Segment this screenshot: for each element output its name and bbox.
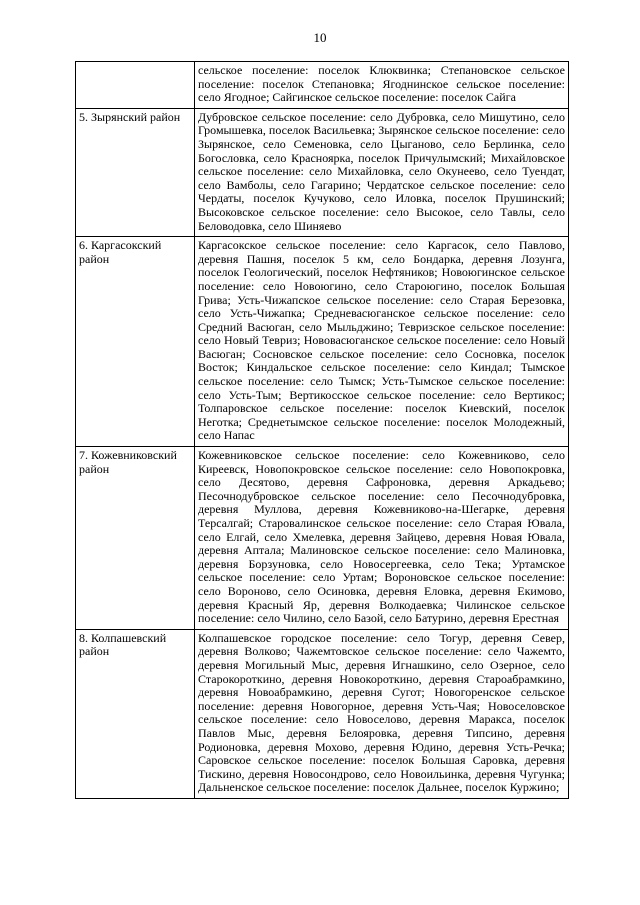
settlements-cell: сельское поселение: поселок Клюквинка; Степановское сельское поселение: поселок Степановка; Ягоднинское сельское поселение: село Ягодное; Сайгинское сельское поселение: поселок Сайга [195, 62, 569, 109]
settlements-cell: Колпашевское городское поселение: село Тогур, деревня Север, деревня Волково; Чажемтовское сельское поселение: село Чажемто, деревня Могильный Мыс, деревня Игнашкино, село Озерное, село Старокороткино, деревня Новокороткино, деревня Староабрамкино, деревня Новоабрамкино, деревня Сугот; Новогоренское сельское поселение: деревня Новогорное, деревня Усть-Чая; Новоселовское сельское поселение: село Новоселово, деревня Маракса, поселок Павлов Мыс, деревня Белояровка, деревня Типсино, деревня Родионовка, деревня Мохово, деревня Юдино, деревня Усть-Речка; Саровское сельское поселение: поселок Большая Саровка, деревня Тискино, деревня Новосондрово, село Новоильинка, деревня Чугунка; Дальненское сельское поселение: поселок Дальнее, поселок Куржино; [195, 629, 569, 798]
district-cell: 6. Каргасокский район [76, 237, 195, 447]
district-cell: 8. Колпашевский район [76, 629, 195, 798]
settlements-cell: Дубровское сельское поселение: село Дубровка, село Мишутино, село Громышевка, поселок Васильевка; Зырянское сельское поселение: село Зырянское, село Семеновка, село Цыганово, село Берлинка, село Богословка, село Красноярка, поселок Причулымский; Михайловское сельское поселение: село Михайловка, село Окунеево, село Туендат, село Вамболы, село Гагарино; Чердатское сельское поселение: село Чердаты, поселок Кучуково, село Иловка, поселок Прушинский; Высоковское сельское поселение: село Высокое, село Тавлы, село Беловодовка, село Шиняево [195, 108, 569, 236]
district-cell: 7. Кожевниковский район [76, 447, 195, 630]
page-number: 10 [313, 30, 327, 45]
settlements-cell: Каргасокское сельское поселение: село Каргасок, село Павлово, деревня Пашня, поселок 5 км, село Бондарка, деревня Лозунга, поселок Геологический, поселок Нефтяников; Новоюгинское сельское поселение: село Новоюгино, село Староюгино, поселок Большая Грива; Усть-Чижапское сельское поселение: село Старая Березовка, село Усть-Чижапка; Средневасюганское сельское поселение: село Средний Васюган, село Мыльджино; Тевризское сельское поселение: село Новый Тевриз; Нововасюганское сельское поселение: село Новый Васюган; Сосновское сельское поселение: село Сосновка, поселок Восток; Киндальское сельское поселение: село Киндал; Тымское сельское поселение: село Тымск; Усть-Тымское сельское поселение: село Усть-Тым; Вертикосское сельское поселение: село Вертикос; Толпаровское сельское поселение: поселок Киевский, поселок Неготка; Среднетымское сельское поселение: поселок Молодежный, село Напас [195, 237, 569, 447]
settlements-cell: Кожевниковское сельское поселение: село Кожевниково, село Киреевск, Новопокровское сельское поселение: село Новопокровка, село Десятово, деревня Сафроновка, деревня Аркадьево; Песочнодубровское сельское поселение: село Песочнодубровка, деревня Муллова, деревня Кожевниково-на-Шегарке, деревня Терсалгай; Старовалинское сельское поселение: село Старая Ювала, село Елгай, село Хмелевка, деревня Зайцево, деревня Новая Ювала, деревня Аптала; Малиновское сельское поселение: село Малиновка, деревня Борзуновка, село Новосергеевка, село Тека; Уртамское сельское поселение: село Уртам; Вороновское сельское поселение: село Вороново, село Осиновка, деревня Еловка, деревня Екимово, деревня Красный Яр, деревня Волкодаевка; Чилинское сельское поселение: село Чилино, село Базой, село Батурино, деревня Ерестная [195, 447, 569, 630]
district-cell: 5. Зырянский район [76, 108, 195, 236]
table-row [76, 629, 569, 798]
table-row [76, 108, 569, 236]
table-row [76, 62, 569, 109]
district-cell [76, 62, 195, 109]
table-row [76, 237, 569, 447]
table-row [76, 447, 569, 630]
settlements-table [75, 61, 569, 799]
